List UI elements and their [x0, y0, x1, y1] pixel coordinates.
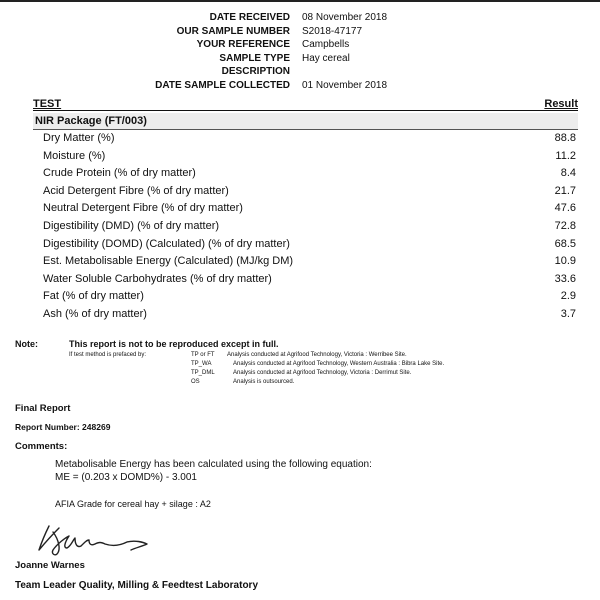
test-name: Digestibility (DMD) (% of dry matter) [43, 219, 220, 232]
test-result: 33.6 [554, 272, 576, 285]
signatory-title: Team Leader Quality, Milling & Feedtest Laboratory [15, 580, 259, 591]
results-table-header [33, 98, 578, 111]
table-row [43, 253, 576, 271]
note-code-text: Analysis conducted at Agrifood Technology, Victoria : Derrimut Site. [233, 370, 412, 376]
table-row [43, 271, 576, 289]
meta-value: S2018-47177 [302, 25, 363, 37]
test-result: 3.7 [560, 307, 576, 320]
table-row [43, 236, 576, 254]
note-code: OS [191, 379, 200, 385]
test-result: 11.2 [555, 149, 576, 162]
final-report-label: Final Report [15, 403, 71, 414]
meta-label: DATE SAMPLE COLLECTED [155, 79, 290, 91]
comments-label: Comments: [15, 441, 68, 452]
note-label: Note: [15, 339, 38, 349]
test-name: Dry Matter (%) [43, 132, 115, 144]
test-result: 88.8 [554, 132, 576, 144]
test-name: Fat (% of dry matter) [43, 290, 144, 303]
meta-label: DATE RECEIVED [209, 12, 290, 23]
note-code-text: Analysis is outsourced. [233, 379, 295, 385]
test-name: Neutral Detergent Fibre (% of dry matter) [43, 202, 243, 215]
comment-equation: ME = (0.203 x DOMD%) - 3.001 [55, 472, 197, 483]
meta-row [0, 26, 600, 40]
meta-value: Hay cereal [302, 52, 350, 64]
test-name: Est. Metabolisable Energy (Calculated) (MJ/kg DM) [43, 255, 294, 268]
table-row [43, 183, 576, 201]
meta-row [0, 80, 600, 94]
test-name: Ash (% of dry matter) [43, 307, 147, 320]
table-row [43, 148, 576, 166]
table-row [43, 165, 576, 183]
meta-row [0, 12, 600, 26]
signatory-name: Joanne Warnes [15, 560, 85, 571]
meta-label: OUR SAMPLE NUMBER [176, 25, 290, 37]
note-code: TP_WA [191, 361, 212, 367]
note-main-text: This report is not to be reproduced except in full. [69, 339, 279, 349]
test-result: 2.9 [560, 290, 576, 303]
afia-grade: AFIA Grade for cereal hay + silage : A2 [55, 499, 211, 509]
test-result: 21.7 [554, 184, 576, 197]
result-column-header: Result [544, 98, 578, 110]
test-name: Digestibility (DOMD) (Calculated) (% of dry matter) [43, 237, 290, 250]
test-result: 68.5 [554, 237, 576, 250]
comment-text [55, 458, 372, 484]
test-column-header: TEST [33, 98, 62, 110]
note-prefix: If test method is prefaced by: [69, 352, 147, 358]
report-number: Report Number: 248269 [15, 422, 111, 432]
note-code: TP or FT [191, 352, 215, 358]
note-code-text: Analysis conducted at Agrifood Technology, Victoria : Werribee Site. [227, 352, 407, 358]
results-table [43, 130, 576, 324]
note-code: TP_DML [191, 370, 215, 376]
meta-label: DESCRIPTION [221, 66, 290, 77]
meta-value: 01 November 2018 [302, 79, 388, 91]
table-row [43, 288, 576, 306]
test-name: Crude Protein (% of dry matter) [43, 167, 196, 180]
sample-details [0, 12, 600, 93]
meta-row [0, 39, 600, 53]
meta-value: Campbells [302, 39, 350, 50]
package-header [33, 113, 578, 130]
meta-value: 08 November 2018 [302, 12, 388, 23]
comment-line: Metabolisable Energy has been calculated using the following equation: [55, 459, 372, 470]
test-name: Moisture (%) [43, 149, 106, 162]
test-result: 8.4 [560, 167, 576, 180]
package-name: NIR Package (FT/003) [35, 115, 147, 127]
test-result: 72.8 [554, 219, 576, 232]
table-row [43, 130, 576, 148]
test-name: Acid Detergent Fibre (% of dry matter) [43, 184, 229, 197]
note-code-text: Analysis conducted at Agrifood Technology, Western Australia : Bibra Lake Site. [233, 361, 445, 367]
test-name: Water Soluble Carbohydrates (% of dry matter) [43, 272, 272, 285]
meta-row [0, 53, 600, 67]
test-result: 47.6 [554, 202, 576, 215]
test-result: 10.9 [554, 255, 576, 268]
table-row [43, 200, 576, 218]
signature [35, 520, 160, 558]
meta-row [0, 66, 600, 80]
top-rule [0, 0, 600, 2]
table-row [43, 306, 576, 324]
table-row [43, 218, 576, 236]
meta-label: YOUR REFERENCE [196, 39, 290, 50]
meta-label: SAMPLE TYPE [219, 52, 290, 64]
